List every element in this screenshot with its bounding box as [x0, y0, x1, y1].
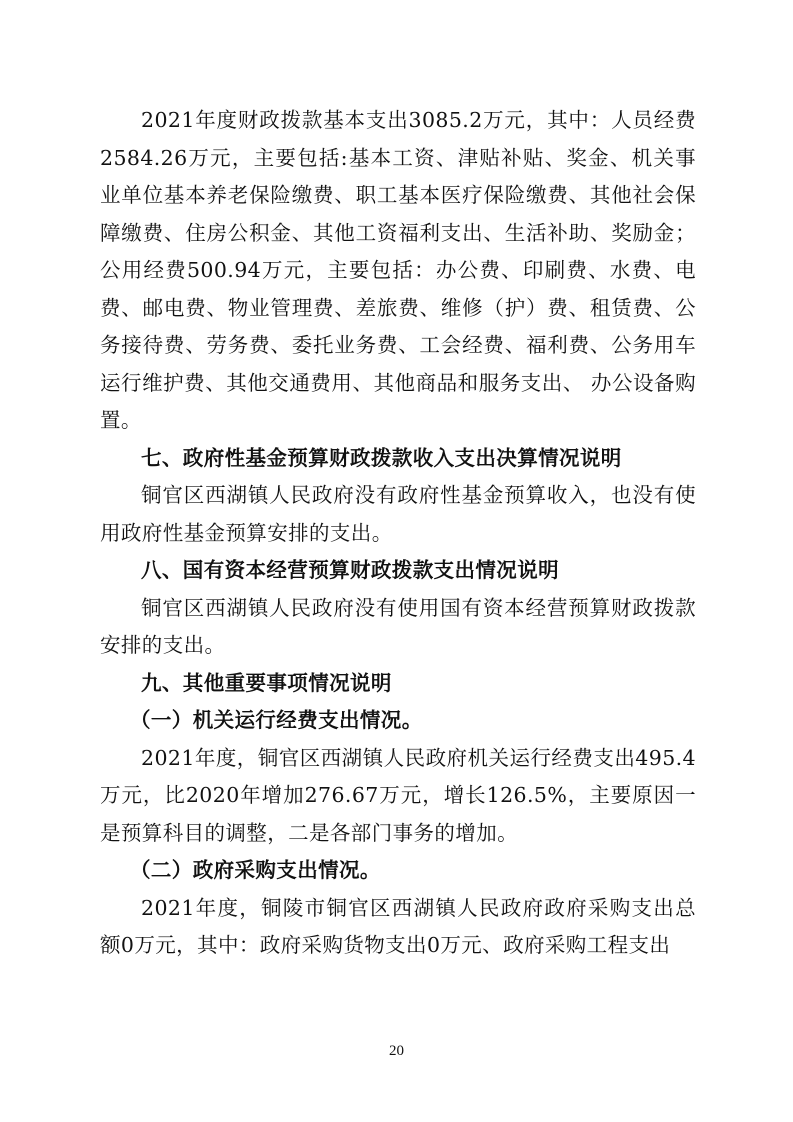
document-body	[100, 102, 696, 965]
paragraph-procurement-expense: 2021年度，铜陵市铜官区西湖镇人民政府政府采购支出总额0万元，其中：政府采购货物支出0万元、政府采购工程支出	[100, 895, 696, 957]
paragraph-basic-expense: 2021年度财政拨款基本支出3085.2万元，其中：人员经费2584.26万元，主要包括:基本工资、津贴补贴、奖金、机关事业单位基本养老保险缴费、职工基本医疗保险缴费、其他社会保障缴费、住房公积金、其他工资福利支出、生活补助、奖励金；公用经费500.94万元，主要包括：办公费、印刷费、水费、电费、邮电费、物业管理费、差旅费、维修（护）费、租赁费、公务接待费、劳务费、委托业务费、工会经费、福利费、公务用车运行维护费、其他交通费用、其他商品和服务支出、 办公设备购置。	[100, 108, 696, 432]
section-heading-8: 八、国有资本经营预算财政拨款支出情况说明	[141, 558, 559, 582]
subsection-heading-1: （一）机关运行经费支出情况。	[130, 708, 423, 732]
paragraph-section-7: 铜官区西湖镇人民政府没有政府性基金预算收入，也没有使用政府性基金预算安排的支出。	[100, 483, 696, 545]
section-heading-7: 七、政府性基金预算财政拨款收入支出决算情况说明	[141, 445, 622, 470]
page-number: 20	[389, 1043, 404, 1059]
paragraph-operating-expense: 2021年度，铜官区西湖镇人民政府机关运行经费支出495.4万元，比2020年增加276.67万元，增长126.5%，主要原因一是预算科目的调整，二是各部门事务的增加。	[100, 745, 696, 845]
subsection-heading-2: （二）政府采购支出情况。	[130, 858, 381, 882]
section-heading-9: 九、其他重要事项情况说明	[141, 670, 392, 695]
paragraph-section-8: 铜官区西湖镇人民政府没有使用国有资本经营预算财政拨款安排的支出。	[100, 595, 696, 657]
